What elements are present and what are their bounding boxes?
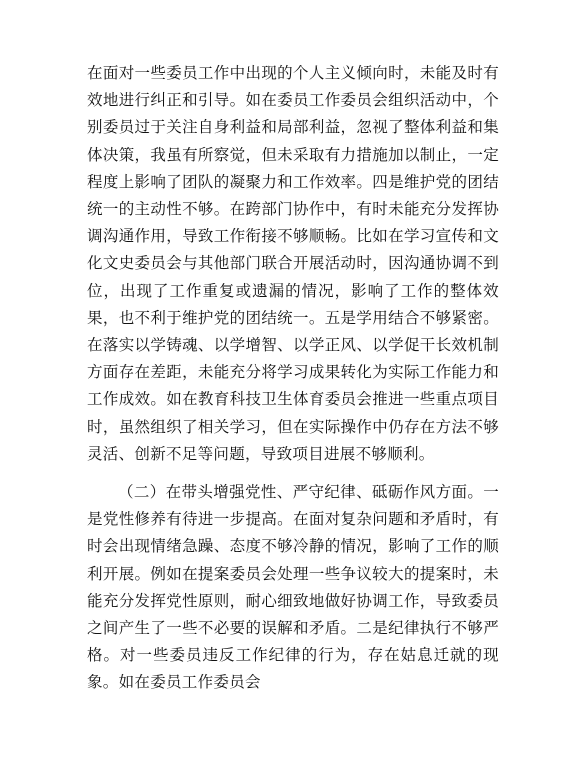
body-paragraph-2: （二）在带头增强党性、严守纪律、砥砺作风方面。一是党性修养有待进一步提高。在面对复杂问题和矛盾时，有时会出现情绪急躁、态度不够冷静的情况，影响了工作的顺利开展。例如在提案委员会处理一些争议较大的提案时，未能充分发挥党性原则，耐心细致地做好协调工作，导致委员之间产生了一些不必要的误解和矛盾。二是纪律执行不够严格。对一些委员违反工作纪律的行为，存在姑息迁就的现象。如在委员工作委员会: [87, 483, 499, 692]
body-paragraph-1: 在面对一些委员工作中出现的个人主义倾向时，未能及时有效地进行纠正和引导。如在委员工作委员会组织活动中，个别委员过于关注自身利益和局部利益，忽视了整体利益和集体决策，我虽有所察觉，但未采取有力措施加以制止，一定程度上影响了团队的凝聚力和工作效率。四是维护党的团结统一的主动性不够。在跨部门协作中，有时未能充分发挥协调沟通作用，导致工作衔接不够顺畅。比如在学习宣传和文化文史委员会与其他部门联合开展活动时，因沟通协调不到位，出现了工作重复或遗漏的情况，影响了工作的整体效果，也不利于维护党的团结统一。五是学用结合不够紧密。在落实以学铸魂、以学增智、以学正风、以学促干长效机制方面存在差距，未能充分将学习成果转化为实际工作能力和工作成效。如在教育科技卫生体育委员会推进一些重点项目时，虽然组织了相关学习，但在实际操作中仍存在方法不够灵活、创新不足等问题，导致项目进展不够顺利。: [87, 64, 499, 463]
document-page: [87, 60, 499, 697]
